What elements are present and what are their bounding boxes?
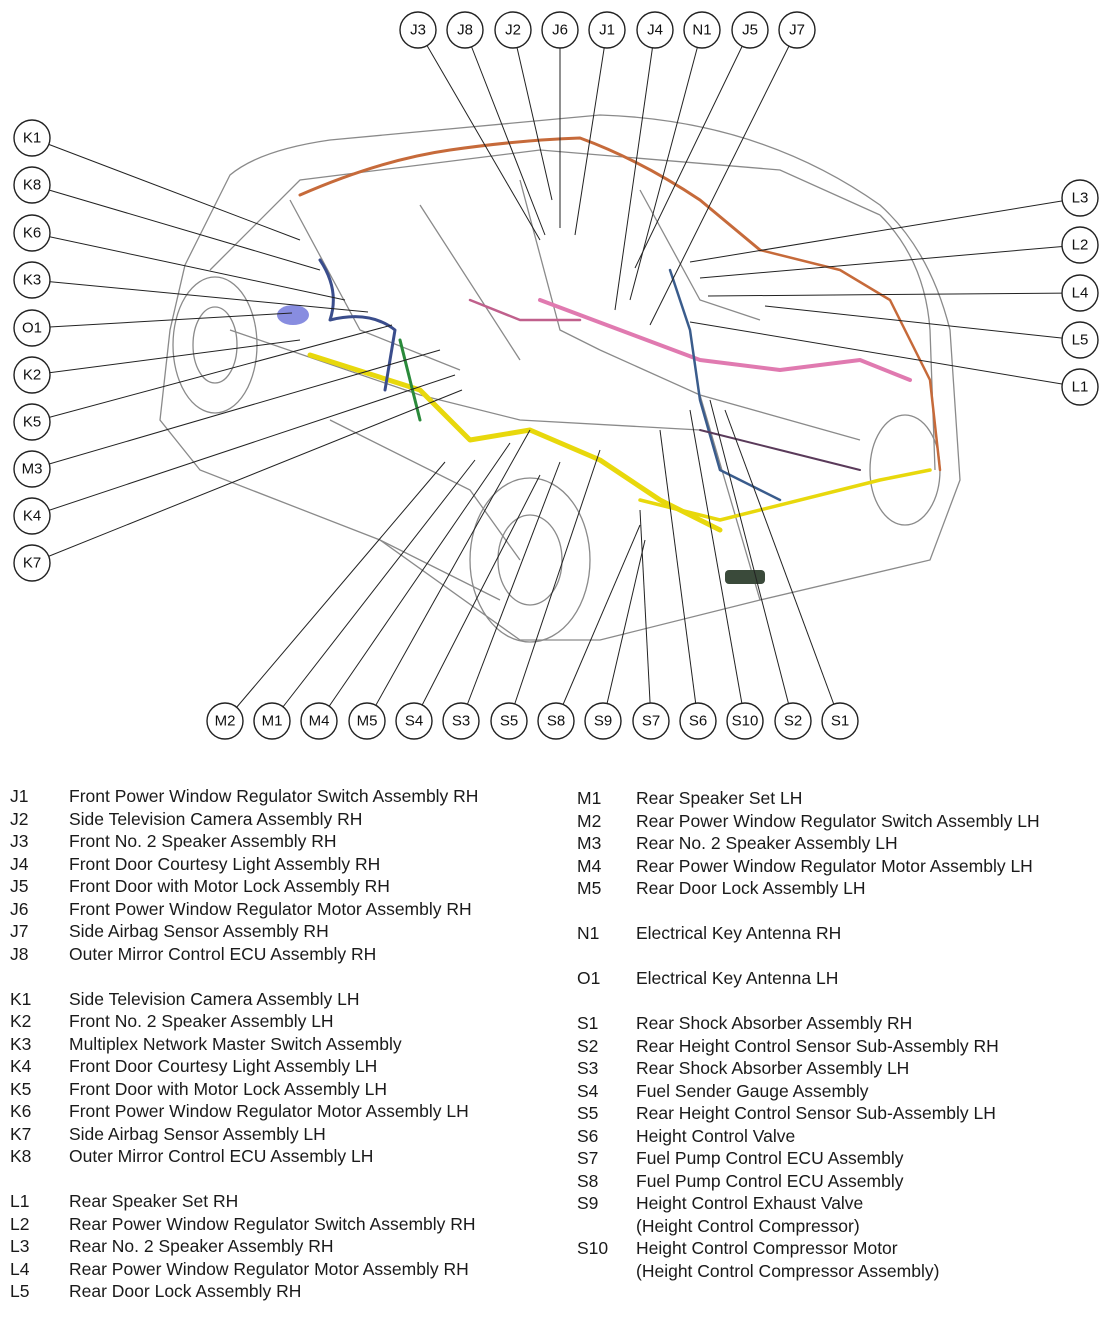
legend-item-k2 xyxy=(10,1010,478,1033)
callout-label: S6 xyxy=(688,712,708,730)
legend-item-s6 xyxy=(577,1125,1040,1148)
legend-code: K7 xyxy=(10,1123,32,1144)
callout-j8 xyxy=(447,12,483,48)
legend-item-l4 xyxy=(10,1258,478,1281)
legend-item-s8 xyxy=(577,1170,1040,1193)
legend-group-gap xyxy=(10,965,478,988)
legend-code: J2 xyxy=(10,808,29,829)
leader-line-l1 xyxy=(690,322,1080,387)
legend-description: Electrical Key Antenna RH xyxy=(636,923,842,943)
legend-description: Fuel Pump Control ECU Assembly xyxy=(636,1148,904,1168)
legend-description: Fuel Sender Gauge Assembly xyxy=(636,1080,869,1101)
callout-k3 xyxy=(14,262,50,298)
callout-label: M4 xyxy=(308,712,330,730)
callout-k4 xyxy=(14,498,50,534)
legend-description-continuation: (Height Control Compressor) xyxy=(636,1215,860,1236)
callout-l1 xyxy=(1062,369,1098,405)
legend-description: Front Power Window Regulator Motor Assembly LH xyxy=(69,1101,469,1121)
legend-description: Height Control Exhaust Valve xyxy=(636,1193,864,1213)
legend-item-j5 xyxy=(10,875,478,898)
leader-line-l2 xyxy=(700,245,1080,278)
leader-lines xyxy=(32,30,1080,721)
legend-code: M4 xyxy=(577,855,602,876)
leader-line-s7 xyxy=(640,510,651,721)
callout-k7 xyxy=(14,545,50,581)
legend-description: Rear Power Window Regulator Switch Assembly LH xyxy=(636,810,1040,831)
legend-item-m4 xyxy=(577,855,1040,878)
callout-label: L5 xyxy=(1071,331,1089,349)
leader-line-j2 xyxy=(513,30,552,200)
callout-j5 xyxy=(732,12,768,48)
legend-code: J3 xyxy=(10,831,29,851)
callout-label: S7 xyxy=(641,712,661,730)
legend-group-gap xyxy=(577,990,1040,1013)
leader-line-l4 xyxy=(708,293,1080,296)
legend-description: Front Power Window Regulator Switch Assembly RH xyxy=(69,786,479,806)
legend-item-m5 xyxy=(577,877,1040,900)
legend-code: S8 xyxy=(577,1170,599,1191)
leader-line-k3 xyxy=(32,280,368,312)
legend-item-s3 xyxy=(577,1057,1040,1080)
callout-label: L1 xyxy=(1071,378,1089,396)
legend-group-gap xyxy=(577,945,1040,968)
leader-line-o1 xyxy=(32,313,292,328)
legend-item-m2 xyxy=(577,810,1040,833)
callout-label: S10 xyxy=(731,712,759,730)
roof-harness xyxy=(300,138,760,250)
callout-j1 xyxy=(589,12,625,48)
legend-description: Multiplex Network Master Switch Assembly xyxy=(69,1033,402,1054)
callout-s9 xyxy=(585,703,621,739)
callout-label: K7 xyxy=(22,554,42,572)
legend-code: K5 xyxy=(10,1078,32,1099)
legend-code: L4 xyxy=(10,1258,30,1279)
callout-s10 xyxy=(727,703,763,739)
callout-label: J2 xyxy=(505,21,521,39)
legend-code: S3 xyxy=(577,1058,599,1078)
callout-m1 xyxy=(254,703,290,739)
legend-description: Rear Door Lock Assembly RH xyxy=(69,1281,302,1301)
legend-description: Rear Height Control Sensor Sub-Assembly LH xyxy=(636,1103,996,1123)
legend-item-j2 xyxy=(10,808,478,831)
legend-item-s5 xyxy=(577,1102,1040,1125)
leader-line-l3 xyxy=(690,198,1080,262)
legend-description: Rear Power Window Regulator Motor Assembly RH xyxy=(69,1258,469,1279)
legend-description: Front No. 2 Speaker Assembly RH xyxy=(69,831,337,851)
callout-s7 xyxy=(633,703,669,739)
legend-item-l1 xyxy=(10,1190,478,1213)
legend-item-s1 xyxy=(577,1012,1040,1035)
callout-label: K6 xyxy=(22,224,42,242)
legend-description: Side Airbag Sensor Assembly RH xyxy=(69,921,329,941)
leader-line-k8 xyxy=(32,185,320,270)
legend-item-o1 xyxy=(577,967,1040,990)
legend-item-s9 xyxy=(577,1192,1040,1215)
legend-item-j4 xyxy=(10,853,478,876)
legend-description: Height Control Compressor Motor xyxy=(636,1238,898,1258)
callout-j2 xyxy=(495,12,531,48)
callout-m4 xyxy=(301,703,337,739)
callout-l2 xyxy=(1062,227,1098,263)
callout-k5 xyxy=(14,404,50,440)
legend-code: L3 xyxy=(10,1236,30,1256)
legend-description: Rear Power Window Regulator Switch Assembly RH xyxy=(69,1213,476,1234)
callout-label: S8 xyxy=(546,712,566,730)
legend-code: L5 xyxy=(10,1281,30,1301)
leader-line-s6 xyxy=(660,430,698,721)
callout-j3 xyxy=(400,12,436,48)
legend-item-j6 xyxy=(10,898,478,921)
legend-item-j7 xyxy=(10,920,478,943)
legend-right-column xyxy=(577,787,1040,1282)
legend-description: Electrical Key Antenna LH xyxy=(636,968,839,988)
callout-label: O1 xyxy=(21,319,43,337)
legend-item-m1 xyxy=(577,787,1040,810)
legend-code: K4 xyxy=(10,1056,32,1076)
legend-item-s7 xyxy=(577,1147,1040,1170)
callout-label: S2 xyxy=(783,712,803,730)
callout-label: K1 xyxy=(22,129,42,147)
callout-k6 xyxy=(14,215,50,251)
callout-label: K8 xyxy=(22,176,42,194)
legend-description: Rear Shock Absorber Assembly RH xyxy=(636,1013,913,1033)
callout-label: S4 xyxy=(404,712,424,730)
wire-harnesses xyxy=(300,138,940,530)
callout-label: J8 xyxy=(457,21,473,39)
legend-code: O1 xyxy=(577,968,601,988)
legend-description: Front Power Window Regulator Motor Assembly RH xyxy=(69,898,472,919)
legend-description: Rear No. 2 Speaker Assembly LH xyxy=(636,833,898,853)
legend-code: K6 xyxy=(10,1101,32,1121)
fuel-pump-module xyxy=(725,570,765,584)
callout-l3 xyxy=(1062,180,1098,216)
legend-description: Rear Shock Absorber Assembly LH xyxy=(636,1058,910,1078)
callout-o1 xyxy=(14,310,50,346)
legend-code: S7 xyxy=(577,1148,599,1168)
legend-description: Side Airbag Sensor Assembly LH xyxy=(69,1123,326,1144)
callout-k2 xyxy=(14,357,50,393)
callout-s2 xyxy=(775,703,811,739)
legend-item-k5 xyxy=(10,1078,478,1101)
callout-s4 xyxy=(396,703,432,739)
legend-code: M1 xyxy=(577,788,602,808)
legend-description: Rear Height Control Sensor Sub-Assembly RH xyxy=(636,1035,999,1056)
legend-item-l2 xyxy=(10,1213,478,1236)
callout-label: M3 xyxy=(21,460,43,478)
legend-code: S9 xyxy=(577,1193,599,1213)
leader-line-k6 xyxy=(32,233,345,300)
callout-n1 xyxy=(684,12,720,48)
legend-code: L2 xyxy=(10,1213,30,1234)
callout-label: S5 xyxy=(499,712,519,730)
leader-line-m5 xyxy=(367,430,530,721)
legend-item-j3 xyxy=(10,830,478,853)
leader-line-m2 xyxy=(225,462,445,721)
floor-harness-rear xyxy=(640,470,930,520)
callout-bubbles xyxy=(14,12,1098,739)
leader-line-l5 xyxy=(765,306,1080,340)
leader-line-s1 xyxy=(725,410,840,721)
callout-label: S9 xyxy=(593,712,613,730)
leader-line-j1 xyxy=(575,30,607,235)
callout-label: J3 xyxy=(410,21,426,39)
callout-label: K3 xyxy=(22,271,42,289)
callout-label: M5 xyxy=(356,712,378,730)
legend-item-k3 xyxy=(10,1033,478,1056)
legend-code: L1 xyxy=(10,1191,30,1211)
legend-code: J7 xyxy=(10,921,29,941)
callout-l4 xyxy=(1062,275,1098,311)
callout-j6 xyxy=(542,12,578,48)
legend-item-k6 xyxy=(10,1100,478,1123)
pink-harness xyxy=(540,300,910,380)
legend-code: J1 xyxy=(10,786,29,806)
legend-item-l3 xyxy=(10,1235,478,1258)
legend-item-s4 xyxy=(577,1080,1040,1103)
legend-description: Rear Speaker Set RH xyxy=(69,1191,239,1211)
legend-item-k1 xyxy=(10,988,478,1011)
legend-description: Rear Door Lock Assembly LH xyxy=(636,878,866,898)
callout-label: J7 xyxy=(789,21,805,39)
legend-description: Front Door with Motor Lock Assembly RH xyxy=(69,876,390,896)
legend-item-n1 xyxy=(577,922,1040,945)
legend-description: Height Control Valve xyxy=(636,1125,796,1146)
legend-description: Fuel Pump Control ECU Assembly xyxy=(636,1170,904,1191)
legend-description: Front Door Courtesy Light Assembly RH xyxy=(69,853,381,874)
callout-label: S1 xyxy=(830,712,850,730)
legend-description: Side Television Camera Assembly RH xyxy=(69,808,363,829)
legend-code: S10 xyxy=(577,1238,609,1258)
leader-line-k5 xyxy=(32,325,392,422)
legend-description: Rear Power Window Regulator Motor Assembly LH xyxy=(636,855,1033,876)
legend-group-gap xyxy=(10,1168,478,1191)
legend-item-k7 xyxy=(10,1123,478,1146)
leader-line-m1 xyxy=(272,460,475,721)
legend-item-m3 xyxy=(577,832,1040,855)
legend-code: K8 xyxy=(10,1146,32,1166)
callout-j4 xyxy=(637,12,673,48)
callout-label: J6 xyxy=(552,21,568,39)
legend-description: Outer Mirror Control ECU Assembly LH xyxy=(69,1146,374,1166)
legend-code: S2 xyxy=(577,1035,599,1056)
legend-description: Rear Speaker Set LH xyxy=(636,788,803,808)
callout-s1 xyxy=(822,703,858,739)
callout-label: S3 xyxy=(451,712,471,730)
legend-code: M3 xyxy=(577,833,602,853)
callout-label: M1 xyxy=(261,712,283,730)
legend-code: J5 xyxy=(10,876,29,896)
legend-item-s10 xyxy=(577,1237,1040,1260)
callout-label: J5 xyxy=(742,21,758,39)
legend-description: Outer Mirror Control ECU Assembly RH xyxy=(69,943,377,964)
legend-code: K3 xyxy=(10,1033,32,1054)
legend-item-k8 xyxy=(10,1145,478,1168)
legend-description: Front No. 2 Speaker Assembly LH xyxy=(69,1011,334,1031)
leader-line-m4 xyxy=(319,443,510,721)
legend-left-column xyxy=(10,785,478,1303)
legend-code: K1 xyxy=(10,988,32,1009)
legend-description: Front Door Courtesy Light Assembly LH xyxy=(69,1056,378,1076)
legend-code: K2 xyxy=(10,1011,32,1031)
legend-code: J6 xyxy=(10,898,29,919)
callout-s3 xyxy=(443,703,479,739)
leader-line-k7 xyxy=(32,390,462,563)
dark-harness-rear xyxy=(700,430,860,470)
legend-code: S4 xyxy=(577,1080,599,1101)
callout-j7 xyxy=(779,12,815,48)
leader-line-m3 xyxy=(32,350,440,469)
leader-line-s3 xyxy=(461,462,560,721)
legend-code: S1 xyxy=(577,1013,599,1033)
callout-m3 xyxy=(14,451,50,487)
leader-line-k4 xyxy=(32,375,455,516)
callout-label: J4 xyxy=(647,21,663,39)
legend-code: J4 xyxy=(10,853,29,874)
blue-connector-front xyxy=(277,305,309,325)
callout-k1 xyxy=(14,120,50,156)
callout-s5 xyxy=(491,703,527,739)
callout-label: L3 xyxy=(1071,189,1089,207)
callout-label: K2 xyxy=(22,366,42,384)
legend-code: J8 xyxy=(10,943,29,964)
callout-s8 xyxy=(538,703,574,739)
callout-label: J1 xyxy=(599,21,615,39)
callout-label: K4 xyxy=(22,507,42,525)
blue-harness-rear xyxy=(670,270,780,500)
callout-s6 xyxy=(680,703,716,739)
callout-label: L2 xyxy=(1071,236,1089,254)
legend-description: Side Television Camera Assembly LH xyxy=(69,988,360,1009)
callout-label: N1 xyxy=(692,21,712,39)
legend-code: N1 xyxy=(577,923,600,943)
legend-code: S6 xyxy=(577,1125,599,1146)
leader-line-j3 xyxy=(418,30,540,240)
legend-description: Rear No. 2 Speaker Assembly RH xyxy=(69,1236,334,1256)
callout-label: M2 xyxy=(214,712,236,730)
callout-label: L4 xyxy=(1071,284,1089,302)
leader-line-s5 xyxy=(509,450,600,721)
legend-code: M2 xyxy=(577,810,602,831)
legend-group-gap xyxy=(577,900,1040,923)
legend-item-j8 xyxy=(10,943,478,966)
callout-m2 xyxy=(207,703,243,739)
callout-l5 xyxy=(1062,322,1098,358)
legend-code: S5 xyxy=(577,1103,599,1123)
callout-k8 xyxy=(14,167,50,203)
legend-description: Front Door with Motor Lock Assembly LH xyxy=(69,1078,388,1099)
legend-item-j1 xyxy=(10,785,478,808)
legend-item-s2 xyxy=(577,1035,1040,1058)
legend-code: M5 xyxy=(577,878,602,898)
callout-label: K5 xyxy=(22,413,42,431)
leader-line-j7 xyxy=(650,30,797,325)
callout-m5 xyxy=(349,703,385,739)
legend-item-k4 xyxy=(10,1055,478,1078)
legend-item-l5 xyxy=(10,1280,478,1303)
legend-description-continuation: (Height Control Compressor Assembly) xyxy=(636,1260,940,1281)
